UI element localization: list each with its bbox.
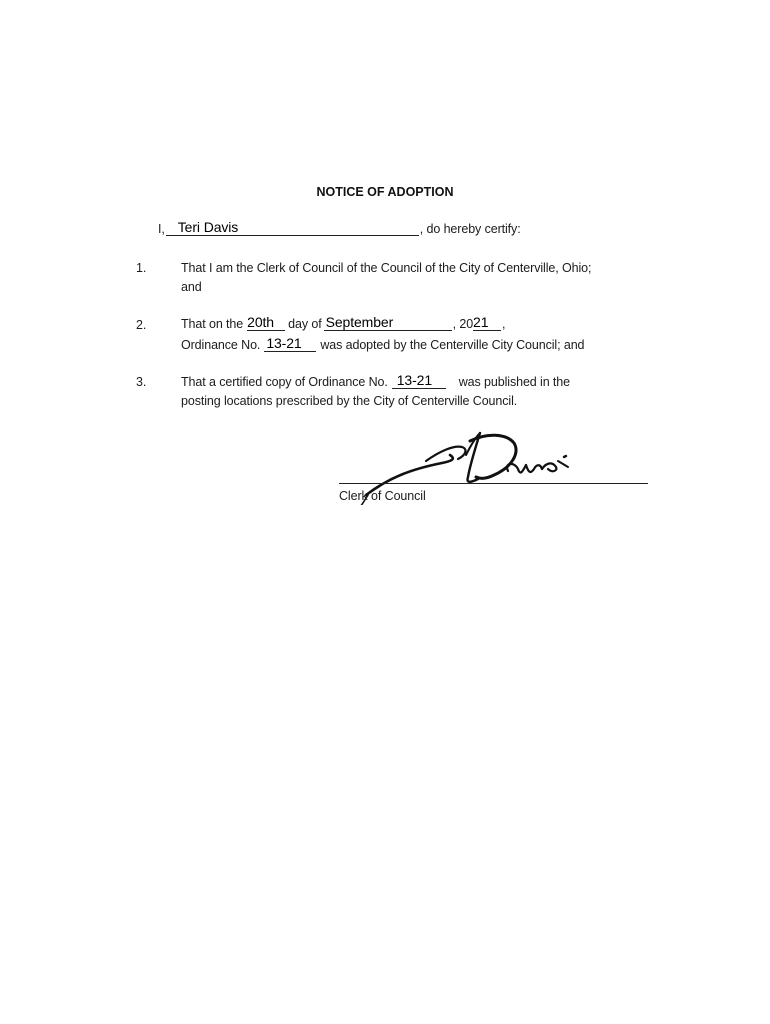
certify-line	[158, 220, 521, 236]
item-3-number: 3.	[136, 375, 147, 389]
item-2-number: 2.	[136, 318, 147, 332]
item-2-line-2	[181, 336, 584, 352]
item-1-line-1: That I am the Clerk of Council of the Council of the City of Centerville, Ohio;	[181, 261, 592, 275]
item-2-text-b: day of	[288, 317, 322, 331]
certify-suffix: , do hereby certify:	[419, 222, 521, 236]
item-2-text-f: was adopted by the Centerville City Council; and	[320, 338, 585, 352]
item-2-text-d: ,	[502, 317, 506, 331]
ordinance-value-3: 13-21	[396, 372, 433, 388]
signature-line	[339, 483, 648, 484]
item-2-text-a: That on the	[181, 317, 244, 331]
ordinance-field-3	[392, 373, 446, 389]
day-value: 20th	[247, 314, 274, 330]
clerk-name-value: Teri Davis	[177, 219, 239, 235]
day-field	[247, 315, 285, 331]
certify-prefix: I,	[158, 222, 165, 236]
month-value: September	[325, 314, 394, 330]
item-2-text-e: Ordinance No.	[181, 338, 261, 352]
signature-label: Clerk of Council	[339, 489, 426, 503]
year-field	[473, 315, 501, 331]
ordinance-value-2: 13-21	[266, 335, 302, 351]
item-3-text-b: was published in the	[458, 375, 571, 389]
item-1-line-2: and	[181, 280, 202, 294]
item-3-line-1	[181, 373, 570, 389]
item-2-line-1	[181, 315, 505, 331]
item-3-line-2: posting locations prescribed by the City of Centerville Council.	[181, 394, 518, 408]
item-1-number: 1.	[136, 261, 147, 275]
document-title: NOTICE OF ADOPTION	[316, 185, 454, 199]
ordinance-field-2	[264, 336, 316, 352]
year-value: 21	[473, 314, 489, 330]
item-2-text-c: , 20	[452, 317, 474, 331]
clerk-name-field	[166, 220, 419, 236]
month-field	[324, 315, 452, 331]
item-3-text-a: That a certified copy of Ordinance No.	[181, 375, 388, 389]
